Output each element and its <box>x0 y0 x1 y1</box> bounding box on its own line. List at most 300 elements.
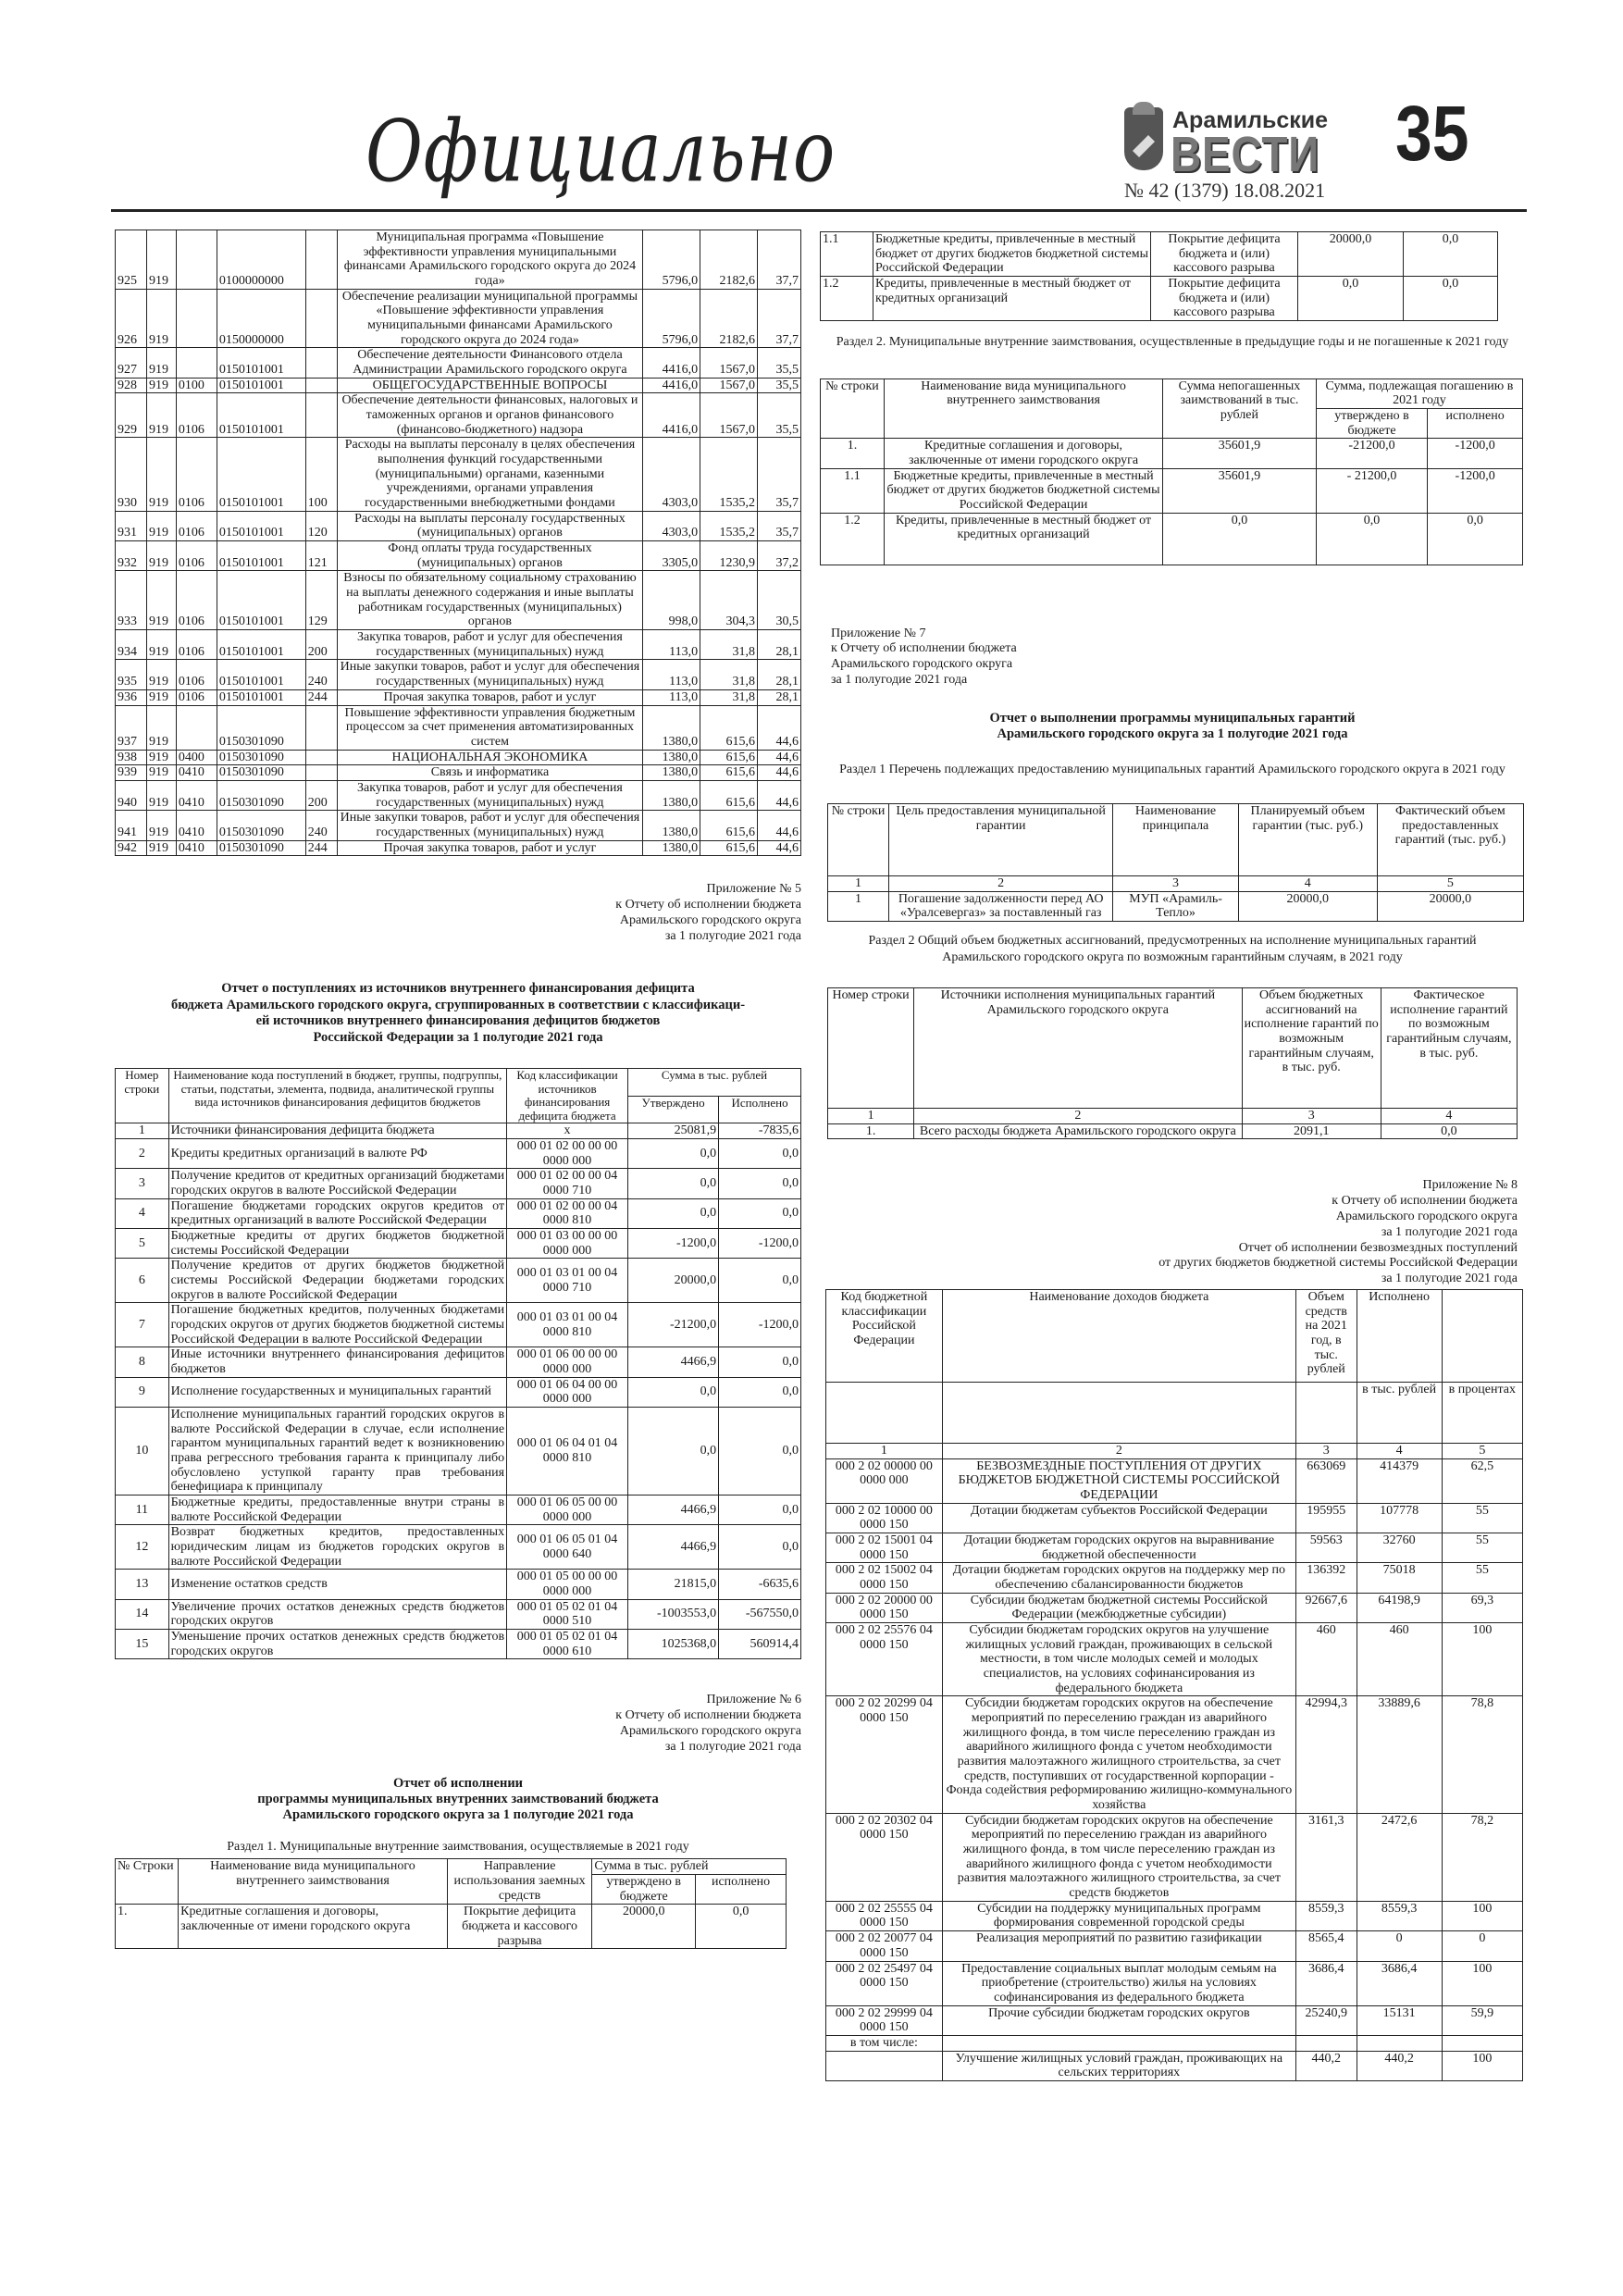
row-target-code: 0150101001 <box>217 660 305 689</box>
borrowings-section1-continued-table <box>820 231 1498 321</box>
row-admin-code: 919 <box>146 230 176 290</box>
row-name: Предоставление социальных выплат молодым семьям на приобретение (строительство) жилья на условиях софинансирования из федерального бюджета <box>942 1961 1295 2005</box>
table-row <box>116 289 801 348</box>
row-goal: Погашение задолженности перед АО «Уралсевергаз» за поставленный газ <box>889 891 1113 921</box>
column-number: 4 <box>1357 1443 1442 1458</box>
issue-info: № 42 (1379) 18.08.2021 <box>1124 179 1326 202</box>
caption-line: к Отчету об исполнении бюджета <box>1332 1194 1518 1209</box>
row-executed: 1230,9 <box>700 541 758 571</box>
row-name: Бюджетные кредиты от других бюджетов бюджетной системы Российской Федерации <box>168 1228 506 1258</box>
header-volume: Объем бюджетных ассигнований на исполнение гарантий по возможным гарантийным случаям, в тыс. руб. <box>1242 988 1381 1109</box>
row-number: 9 <box>116 1377 169 1407</box>
title-line: Российской Федерации за 1 полугодие 2021 года <box>313 1029 603 1045</box>
row-planned: 1380,0 <box>643 780 700 810</box>
table-row <box>116 1630 801 1659</box>
row-admin-code: 919 <box>146 571 176 630</box>
caption-line: Приложение № 8 <box>1422 1178 1518 1193</box>
row-target-code: 0150000000 <box>217 289 305 348</box>
row-executed: 1567,0 <box>700 378 758 393</box>
table-row <box>116 630 801 660</box>
row-name: БЕЗВОЗМЕЗДНЫЕ ПОСТУПЛЕНИЯ ОТ ДРУГИХ БЮДЖЕТОВ БЮДЖЕТНОЙ СИСТЕМЫ РОССИЙСКОЙ ФЕДЕРАЦИИ <box>942 1458 1295 1503</box>
row-executed: 1567,0 <box>700 348 758 378</box>
row-target-code: 0150301090 <box>217 765 305 781</box>
row-number: 942 <box>116 840 147 856</box>
row-target-code: 0150101001 <box>217 541 305 571</box>
row-number: 931 <box>116 511 147 540</box>
table-row <box>116 1138 801 1168</box>
row-percent: 37,7 <box>758 230 801 290</box>
row-number: 930 <box>116 438 147 511</box>
table-row <box>116 1347 801 1377</box>
row-executed-rub <box>1357 2035 1442 2051</box>
caption-line: за 1 полугодие 2021 года <box>831 672 968 687</box>
row-executed: 615,6 <box>700 750 758 765</box>
table-row <box>116 1407 801 1495</box>
row-planned: 5796,0 <box>643 230 700 290</box>
row-planned: 1380,0 <box>643 750 700 765</box>
row-planned: 113,0 <box>643 660 700 689</box>
row-target-code: 0150101001 <box>217 571 305 630</box>
row-admin-code: 919 <box>146 511 176 540</box>
table-row <box>116 840 801 856</box>
row-code: 000 01 06 05 00 00 0000 000 <box>507 1495 628 1524</box>
row-approved: -21200,0 <box>1316 439 1427 468</box>
row-name: Увеличение прочих остатков денежных средств бюджетов городских округов <box>168 1599 506 1629</box>
header-name: Наименование вида муниципального внутреннего заимствования <box>884 379 1162 439</box>
row-planned: 5796,0 <box>643 289 700 348</box>
row-name: Кредиты, привлеченные в местный бюджет от кредитных организаций <box>884 513 1162 565</box>
row-executed: -6635,6 <box>719 1570 801 1599</box>
table-row <box>116 438 801 511</box>
row-name: Получение кредитов от кредитных организаций бюджетами городских округов в валюте Российской Федерации <box>168 1169 506 1198</box>
row-planned: 1380,0 <box>643 765 700 781</box>
row-admin-code: 919 <box>146 811 176 840</box>
row-executed-pct: 59,9 <box>1442 2005 1522 2035</box>
header-due: Сумма, подлежащая погашению в 2021 году <box>1316 379 1522 408</box>
title-line: ей источников внутреннего финансирования дефицитов бюджетов <box>255 1013 661 1029</box>
row-expense-type: 244 <box>305 840 337 856</box>
caption-line: Арамильского городского округа <box>831 657 1013 672</box>
row-approved: 0,0 <box>1298 277 1404 321</box>
newspaper-logo <box>1124 104 1351 182</box>
table-row <box>826 1961 1523 2005</box>
table-row <box>116 1905 787 1949</box>
row-number: 12 <box>116 1525 169 1570</box>
table-row <box>826 1593 1523 1622</box>
row-approved: 4466,9 <box>627 1347 718 1377</box>
row-executed: 31,8 <box>700 689 758 705</box>
row-source: Всего расходы бюджета Арамильского городского округа <box>914 1123 1242 1139</box>
appendix7-title <box>820 711 1525 743</box>
row-number: 8 <box>116 1347 169 1377</box>
caption-line: за 1 полугодие 2021 года <box>1381 1272 1518 1286</box>
header-code: Код классификации источников финансирования дефицита бюджета <box>507 1068 628 1123</box>
table-row <box>821 232 1498 277</box>
table-row <box>116 571 801 630</box>
row-executed: 31,8 <box>700 660 758 689</box>
table-row <box>116 1303 801 1347</box>
row-admin-code: 919 <box>146 705 176 750</box>
table-row <box>116 1599 801 1629</box>
row-executed: 615,6 <box>700 765 758 781</box>
column-number: 3 <box>1113 876 1239 892</box>
row-executed-pct: 100 <box>1442 1901 1522 1930</box>
table-row <box>116 811 801 840</box>
row-executed: 0,0 <box>1428 513 1523 565</box>
row-number: 1 <box>116 1123 169 1139</box>
table-row <box>116 511 801 540</box>
row-admin-code: 919 <box>146 289 176 348</box>
row-code: в том числе: <box>826 2035 943 2051</box>
table-row <box>826 1813 1523 1901</box>
row-planned: 20000,0 <box>1238 891 1377 921</box>
row-executed: -1200,0 <box>1428 439 1523 468</box>
row-section-code: 0400 <box>176 750 217 765</box>
row-code: 000 01 05 02 01 04 0000 510 <box>507 1599 628 1629</box>
table-row <box>116 1377 801 1407</box>
row-number: 927 <box>116 348 147 378</box>
appendix5-title <box>115 981 801 1046</box>
row-planned: 4416,0 <box>643 348 700 378</box>
table-row <box>116 541 801 571</box>
row-executed: 0,0 <box>719 1198 801 1228</box>
column-number: 2 <box>889 876 1113 892</box>
row-executed: 0,0 <box>719 1495 801 1524</box>
caption-line: за 1 полугодие 2021 года <box>1381 1224 1518 1239</box>
row-number: 10 <box>116 1407 169 1495</box>
row-admin-code: 919 <box>146 393 176 438</box>
row-number: 11 <box>116 1495 169 1524</box>
row-actual: 20000,0 <box>1377 891 1523 921</box>
row-executed: 304,3 <box>700 571 758 630</box>
caption-line: Приложение № 6 <box>706 1693 801 1707</box>
row-number: 936 <box>116 689 147 705</box>
row-name: Исполнение муниципальных гарантий городских округов в валюте Российской Федерации в случае, если исполнение гарантом муниципальных гарантий ведет к возникновению права регрессного требования гаранта к принципалу либо обусловлено уступкой гаранту прав требования бенефициара к принципалу <box>168 1407 506 1495</box>
table-row <box>116 1495 801 1524</box>
header-sum: Сумма в тыс. рублей <box>592 1859 787 1875</box>
row-description: Обеспечение деятельности финансовых, налоговых и таможенных органов и органов финансового (финансово-бюджетного) надзора <box>337 393 642 438</box>
row-number: 937 <box>116 705 147 750</box>
row-executed-pct: 0 <box>1442 1931 1522 1961</box>
row-volume: 3161,3 <box>1295 1813 1357 1901</box>
row-expense-type: 200 <box>305 780 337 810</box>
row-percent: 44,6 <box>758 750 801 765</box>
row-number: 7 <box>116 1303 169 1347</box>
row-expense-type: 244 <box>305 689 337 705</box>
row-number: 925 <box>116 230 147 290</box>
row-admin-code: 919 <box>146 378 176 393</box>
appendix5-caption <box>115 882 801 944</box>
row-executed-pct: 55 <box>1442 1533 1522 1563</box>
row-section-code: 0106 <box>176 571 217 630</box>
header-volume: Объем средств на 2021 год, в тыс. рублей <box>1295 1289 1357 1382</box>
row-executed-pct <box>1442 2035 1522 2051</box>
row-executed-rub: 33889,6 <box>1357 1696 1442 1813</box>
row-target-code: 0150301090 <box>217 840 305 856</box>
row-section-code: 0106 <box>176 393 217 438</box>
row-percent: 44,6 <box>758 811 801 840</box>
row-code: 000 2 02 00000 00 0000 000 <box>826 1458 943 1503</box>
table-row <box>116 1228 801 1258</box>
row-executed: 0,0 <box>719 1377 801 1407</box>
row-code: 000 01 06 05 01 04 0000 640 <box>507 1525 628 1570</box>
row-planned: 1380,0 <box>643 840 700 856</box>
row-percent: 44,6 <box>758 705 801 750</box>
row-expense-type <box>305 348 337 378</box>
row-planned: 3305,0 <box>643 541 700 571</box>
row-percent: 37,2 <box>758 541 801 571</box>
row-description: Прочая закупка товаров, работ и услуг <box>337 689 642 705</box>
row-percent: 28,1 <box>758 660 801 689</box>
row-expense-type: 121 <box>305 541 337 571</box>
row-target-code: 0100000000 <box>217 230 305 290</box>
header-empty <box>1295 1382 1357 1443</box>
header-num: № Строки <box>116 1859 179 1905</box>
caption-line: за 1 полугодие 2021 года <box>664 928 801 943</box>
row-approved: -1003553,0 <box>627 1599 718 1629</box>
row-code: 000 01 05 00 00 00 0000 000 <box>507 1570 628 1599</box>
table-row <box>116 705 801 750</box>
row-code: 000 2 02 15002 04 0000 150 <box>826 1563 943 1593</box>
header-purpose: Направление использования заемных средств <box>447 1859 592 1905</box>
row-planned: 998,0 <box>643 571 700 630</box>
row-description: НАЦИОНАЛЬНАЯ ЭКОНОМИКА <box>337 750 642 765</box>
column-number: 1 <box>828 876 889 892</box>
row-name: Исполнение государственных и муниципальных гарантий <box>168 1377 506 1407</box>
row-volume <box>1295 2035 1357 2051</box>
row-percent: 35,5 <box>758 393 801 438</box>
row-executed: -7835,6 <box>719 1123 801 1139</box>
row-number: 933 <box>116 571 147 630</box>
row-executed: 0,0 <box>696 1905 787 1949</box>
row-approved: - 21200,0 <box>1316 468 1427 513</box>
table-row <box>116 1169 801 1198</box>
row-purpose: Покрытие дефицита бюджета и кассового разрыва <box>447 1905 592 1949</box>
column-number: 5 <box>1442 1443 1522 1458</box>
caption-line: Приложение № 7 <box>831 626 926 640</box>
column-number: 2 <box>942 1443 1295 1458</box>
row-volume: 59563 <box>1295 1533 1357 1563</box>
row-volume: 25240,9 <box>1295 2005 1357 2035</box>
row-executed: -1200,0 <box>1428 468 1523 513</box>
row-executed-pct: 100 <box>1442 2051 1522 2080</box>
row-approved: -21200,0 <box>627 1303 718 1347</box>
header-empty <box>826 1382 943 1443</box>
table-row <box>826 1931 1523 1961</box>
row-expense-type: 120 <box>305 511 337 540</box>
row-approved: 20000,0 <box>1298 232 1404 277</box>
row-executed: 0,0 <box>719 1138 801 1168</box>
table-row <box>828 1123 1518 1139</box>
row-planned: 4416,0 <box>643 393 700 438</box>
header-approved: утверждено в бюджете <box>1316 408 1427 438</box>
row-expense-type: 200 <box>305 630 337 660</box>
row-approved: 0,0 <box>627 1138 718 1168</box>
table-row <box>116 780 801 810</box>
row-description: Иные закупки товаров, работ и услуг для обеспечения государственных (муниципальных) нужд <box>337 660 642 689</box>
column-number: 3 <box>1295 1443 1357 1458</box>
column-number: 4 <box>1238 876 1377 892</box>
row-name: Возврат бюджетных кредитов, предоставленных юридическим лицам из бюджетов городских округов в валюте Российской Федерации <box>168 1525 506 1570</box>
row-section-code <box>176 289 217 348</box>
row-executed-rub: 0 <box>1357 1931 1442 1961</box>
row-name: Кредиты, привлеченные в местный бюджет от кредитных организаций <box>873 277 1151 321</box>
row-approved: 1025368,0 <box>627 1630 718 1659</box>
row-percent: 37,7 <box>758 289 801 348</box>
header-empty <box>942 1382 1295 1443</box>
row-num: 1.2 <box>821 513 885 565</box>
row-number: 938 <box>116 750 147 765</box>
caption-line: за 1 полугодие 2021 года <box>664 1739 801 1754</box>
table-row <box>821 439 1523 468</box>
title-line: Арамильского городского округа за 1 полугодие 2021 года <box>997 726 1348 742</box>
row-code <box>826 2051 943 2080</box>
row-expense-type: 129 <box>305 571 337 630</box>
row-section-code: 0106 <box>176 660 217 689</box>
row-section-code: 0106 <box>176 630 217 660</box>
row-volume: 663069 <box>1295 1458 1357 1503</box>
row-description: Повышение эффективности управления бюджетным процессом за счет применения автоматизированных систем <box>337 705 642 750</box>
caption-line: к Отчету об исполнении бюджета <box>615 1708 801 1723</box>
expenses-table <box>115 230 801 856</box>
masthead <box>111 90 1527 204</box>
row-executed: 615,6 <box>700 811 758 840</box>
row-executed: 0,0 <box>719 1347 801 1377</box>
header-num: № строки <box>828 804 889 876</box>
row-number: 932 <box>116 541 147 571</box>
row-section-code: 0410 <box>176 840 217 856</box>
row-executed: 0,0 <box>719 1525 801 1570</box>
row-admin-code: 919 <box>146 630 176 660</box>
header-num: Номер строки <box>828 988 914 1109</box>
row-unpaid: 35601,9 <box>1163 468 1317 513</box>
table-row <box>826 1563 1523 1593</box>
header-source: Источники исполнения муниципальных гарантий Арамильского городского округа <box>914 988 1242 1109</box>
row-expense-type <box>305 393 337 438</box>
row-percent: 35,5 <box>758 348 801 378</box>
row-executed-pct: 55 <box>1442 1503 1522 1533</box>
row-purpose: Покрытие дефицита бюджета и (или) кассового разрыва <box>1151 277 1298 321</box>
header-empty <box>1442 1289 1522 1382</box>
row-name: Субсидии бюджетам городских округов на обеспечение мероприятий по переселению граждан из аварийного жилищного фонда, в том числе переселению граждан из аварийного жилищного фонда с учетом необходимости развития малоэтажного жилищного строительства, за счет средств, поступивших от государственной корпорации - Фонда содействия реформированию жилищно-коммунального хозяйства <box>942 1696 1295 1813</box>
row-executed-rub: 64198,9 <box>1357 1593 1442 1622</box>
row-name: Улучшение жилищных условий граждан, проживающих на сельских территориях <box>942 2051 1295 2080</box>
row-name: Дотации бюджетам городских округов на выравнивание бюджетной обеспеченности <box>942 1533 1295 1563</box>
row-description: Закупка товаров, работ и услуг для обеспечения государственных (муниципальных) нужд <box>337 780 642 810</box>
left-column <box>115 230 801 1949</box>
header-unpaid: Сумма непогашенных заимствований в тыс. рублей <box>1163 379 1317 439</box>
row-code: 000 2 02 25555 04 0000 150 <box>826 1901 943 1930</box>
row-target-code: 0150101001 <box>217 393 305 438</box>
row-approved: 4466,9 <box>627 1495 718 1524</box>
row-description: Иные закупки товаров, работ и услуг для обеспечения государственных (муниципальных) нужд <box>337 811 642 840</box>
row-executed: 615,6 <box>700 780 758 810</box>
row-code: 000 2 02 29999 04 0000 150 <box>826 2005 943 2035</box>
row-planned: 4416,0 <box>643 378 700 393</box>
row-executed: -567550,0 <box>719 1599 801 1629</box>
row-admin-code: 919 <box>146 840 176 856</box>
row-code: 000 2 02 10000 00 0000 150 <box>826 1503 943 1533</box>
row-name: Бюджетные кредиты, предоставленные внутри страны в валюте Российской Федерации <box>168 1495 506 1524</box>
row-name: Кредитные соглашения и договоры, заключенные от имени городского округа <box>884 439 1162 468</box>
row-number: 928 <box>116 378 147 393</box>
row-code: 000 2 02 25576 04 0000 150 <box>826 1623 943 1696</box>
row-number: 939 <box>116 765 147 781</box>
row-approved: -1200,0 <box>627 1228 718 1258</box>
caption-line: к Отчету об исполнении бюджета <box>831 641 1017 656</box>
row-code: 000 01 06 04 00 00 0000 000 <box>507 1377 628 1407</box>
row-expense-type <box>305 705 337 750</box>
row-number: 934 <box>116 630 147 660</box>
row-description: Фонд оплаты труда государственных (муниципальных) органов <box>337 541 642 571</box>
row-name: Погашение бюджетами городских округов кредитов от кредитных организаций в валюте Российской Федерации <box>168 1198 506 1228</box>
header-executed: Исполнено <box>719 1096 801 1123</box>
row-target-code: 0150101001 <box>217 438 305 511</box>
row-admin-code: 919 <box>146 750 176 765</box>
row-percent: 30,5 <box>758 571 801 630</box>
row-number: 14 <box>116 1599 169 1629</box>
coat-of-arms-icon <box>1124 107 1163 170</box>
row-name <box>942 2035 1295 2051</box>
header-goal: Цель предоставления муниципальной гарантии <box>889 804 1113 876</box>
row-approved: 0,0 <box>627 1169 718 1198</box>
table-row <box>826 2051 1523 2080</box>
row-percent: 44,6 <box>758 840 801 856</box>
row-number: 941 <box>116 811 147 840</box>
row-num: 1.1 <box>821 468 885 513</box>
row-name: Субсидии бюджетам бюджетной системы Российской Федерации (межбюджетные субсидии) <box>942 1593 1295 1622</box>
borrowings-section1-table <box>115 1858 787 1949</box>
caption-line: Приложение № 5 <box>706 882 801 897</box>
row-approved: 0,0 <box>627 1198 718 1228</box>
logo-top-text: Арамильские <box>1172 107 1329 133</box>
column-number: 3 <box>1242 1109 1381 1124</box>
row-executed-rub: 107778 <box>1357 1503 1442 1533</box>
row-number: 2 <box>116 1138 169 1168</box>
row-section-code <box>176 230 217 290</box>
row-volume: 136392 <box>1295 1563 1357 1593</box>
header-executed: Исполнено <box>1357 1289 1442 1382</box>
row-num: 1. <box>828 1123 914 1139</box>
row-admin-code: 919 <box>146 765 176 781</box>
table-row <box>116 1525 801 1570</box>
row-name: Субсидии бюджетам городских округов на улучшение жилищных условий граждан, проживающих в сельской местности, в том числе молодых семей и молодых специалистов, на условиях софинансирования из федерального бюджета <box>942 1623 1295 1696</box>
header-exec-rub: в тыс. рублей <box>1357 1382 1442 1443</box>
row-section-code: 0106 <box>176 511 217 540</box>
table-row <box>116 1259 801 1303</box>
table-row <box>116 230 801 290</box>
financing-sources-table <box>115 1068 801 1659</box>
row-approved: 0,0 <box>627 1407 718 1495</box>
row-executed: 2182,6 <box>700 230 758 290</box>
row-code: 000 2 02 20077 04 0000 150 <box>826 1931 943 1961</box>
caption-line: Арамильского городского округа <box>1335 1210 1518 1223</box>
row-name: Иные источники внутреннего финансирования дефицитов бюджетов <box>168 1347 506 1377</box>
table-row <box>826 2035 1523 2051</box>
row-expense-type <box>305 378 337 393</box>
row-executed-rub: 32760 <box>1357 1533 1442 1563</box>
table-row <box>826 1458 1523 1503</box>
title-line: Отчет о выполнении программы муниципальных гарантий <box>989 710 1356 726</box>
row-executed-rub: 8559,3 <box>1357 1901 1442 1930</box>
row-principal: МУП «Арамиль-Тепло» <box>1113 891 1239 921</box>
row-description: ОБЩЕГОСУДАРСТВЕННЫЕ ВОПРОСЫ <box>337 378 642 393</box>
row-purpose: Покрытие дефицита бюджета и (или) кассового разрыва <box>1151 232 1298 277</box>
table-row <box>821 513 1523 565</box>
row-code: 000 01 06 00 00 00 0000 000 <box>507 1347 628 1377</box>
row-admin-code: 919 <box>146 780 176 810</box>
row-section-code: 0106 <box>176 541 217 571</box>
